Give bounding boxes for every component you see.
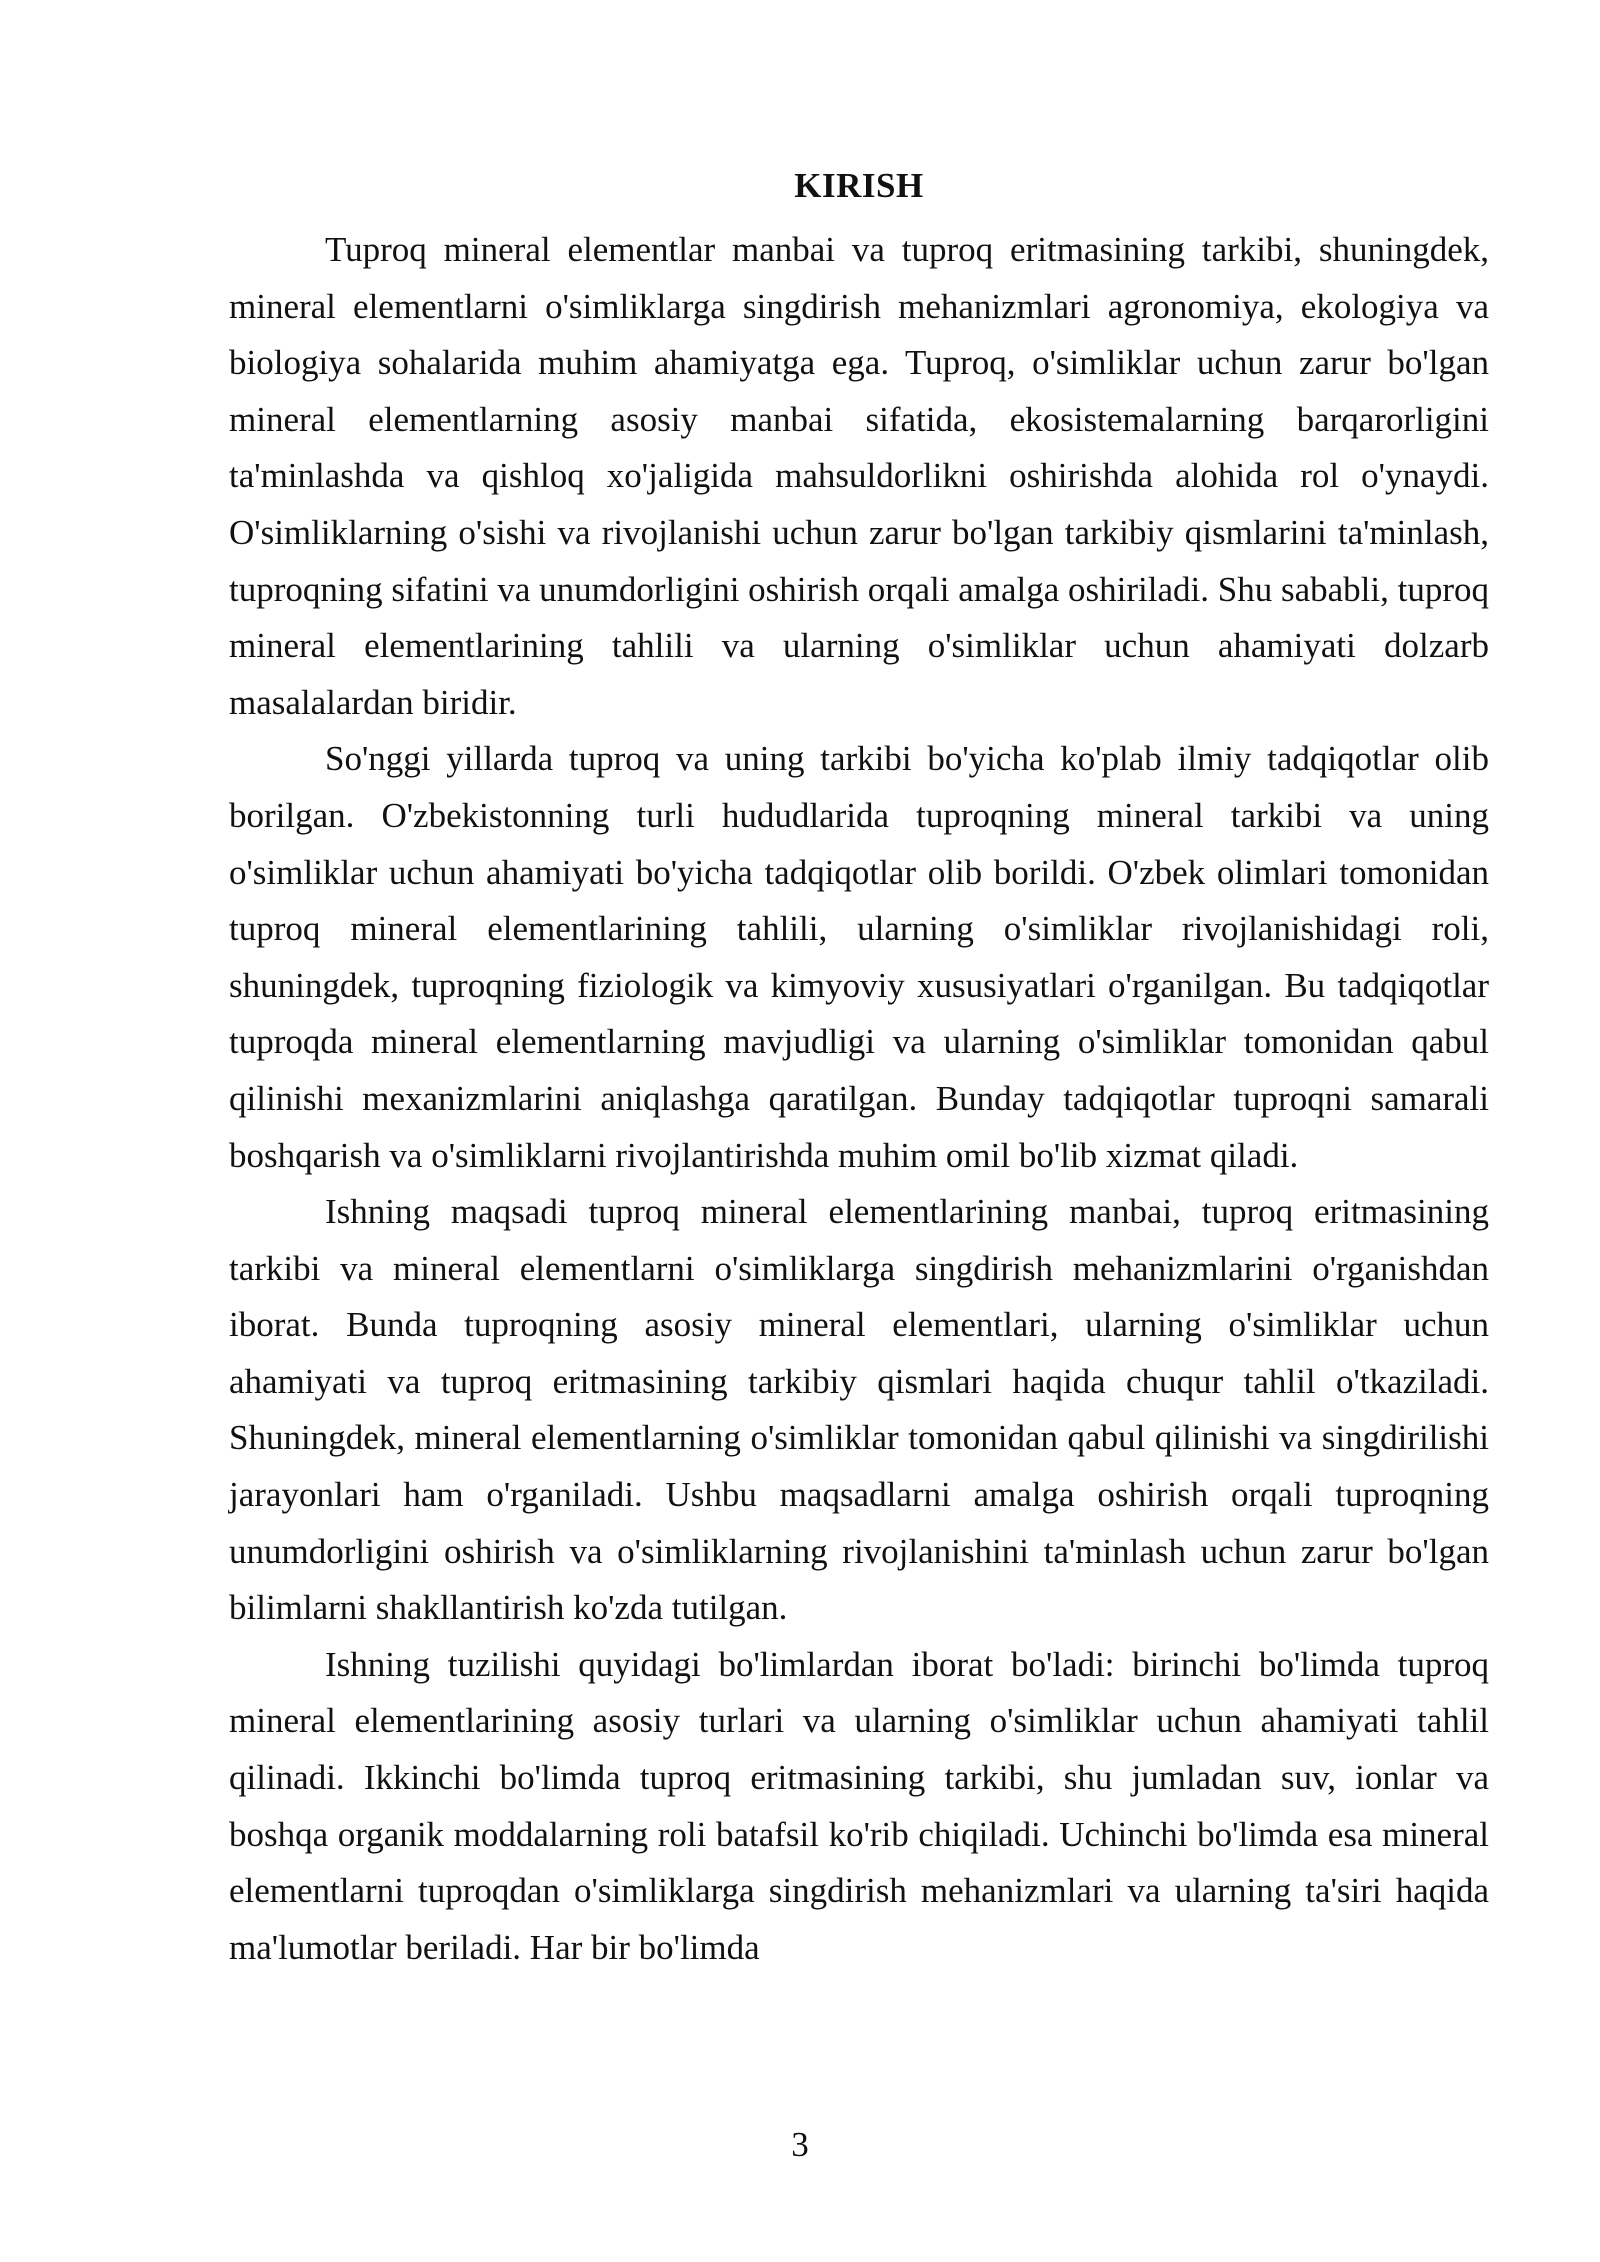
section-title: KIRISH [794,166,924,205]
paragraph-research-review: So'nggi yillarda tuproq va uning tarkibi bo'yicha ko'plab ilmiy tadqiqotlar olib borilgan. O'zbekistonning turli hududlarida tuproqning mineral tarkibi va uning o'simliklar uchun ahamiyati bo'yicha tadqiqotlar olib borildi. O'zbek olimlari tomonidan tuproq mineral elementlarining tahlili, ularning o'simliklar rivojlanishidagi roli, shuningdek, tuproqning fiziologik va kimyoviy xususiyatlari o'rganilgan. Bu tadqiqotlar tuproqda mineral elementlarning mavjudligi va ularning o'simliklar tomonidan qabul qilinishi mexanizmlarini aniqlashga qaratilgan. Bunday tadqiqotlar tuproqni samarali boshqarish va o'simliklarni rivojlantirishda muhim omil bo'lib xizmat qiladi. [229,739,1489,1175]
paragraph-intro: Tuproq mineral elementlar manbai va tuproq eritmasining tarkibi, shuningdek, mineral elementlarni o'simliklarga singdirish mehanizmlari agronomiya, ekologiya va biologiya sohalarida muhim ahamiyatga ega. Tuproq, o'simliklar uchun zarur bo'lgan mineral elementlarning asosiy manbai sifatida, ekosistemalarning barqarorligini ta'minlashda va qishloq xo'jaligida mahsuldorlikni oshirishda alohida rol o'ynaydi. O'simliklarning o'sishi va rivojlanishi uchun zarur bo'lgan tarkibiy qismlarini ta'minlash, tuproqning sifatini va unumdorligini oshirish orqali amalga oshiriladi. Shu sababli, tuproq mineral elementlarining tahlili va ularning o'simliklar uchun ahamiyati dolzarb masalalardan biridir. [229,230,1489,722]
page-content [229,160,1489,1976]
page-number: 3 [791,2125,809,2164]
paragraph-structure: Ishning tuzilishi quyidagi bo'limlardan iborat bo'ladi: birinchi bo'limda tuproq mineral elementlarining asosiy turlari va ularning o'simliklar uchun ahamiyati tahlil qilinadi. Ikkinchi bo'limda tuproq eritmasining tarkibi, shu jumladan suv, ionlar va boshqa organik moddalarning roli batafsil ko'rib chiqiladi. Uchinchi bo'limda esa mineral elementlarni tuproqdan o'simliklarga singdirish mehanizmlari va ularning ta'siri haqida ma'lumotlar beriladi. Har bir bo'limda [229,1644,1489,1967]
paragraph-goal: Ishning maqsadi tuproq mineral elementlarining manbai, tuproq eritmasining tarkibi va mineral elementlarni o'simliklarga singdirish mehanizmlarini o'rganishdan iborat. Bunda tuproqning asosiy mineral elementlari, ularning o'simliklar uchun ahamiyati va tuproq eritmasining tarkibiy qismlari haqida chuqur tahlil o'tkaziladi. Shuningdek, mineral elementlarning o'simliklar tomonidan qabul qilinishi va singdirilishi jarayonlari ham o'rganiladi. Ushbu maqsadlarni amalga oshirish orqali tuproqning unumdorligini oshirish va o'simliklarning rivojlanishini ta'minlash uchun zarur bo'lgan bilimlarni shakllantirish ko'zda tutilgan. [229,1192,1489,1628]
